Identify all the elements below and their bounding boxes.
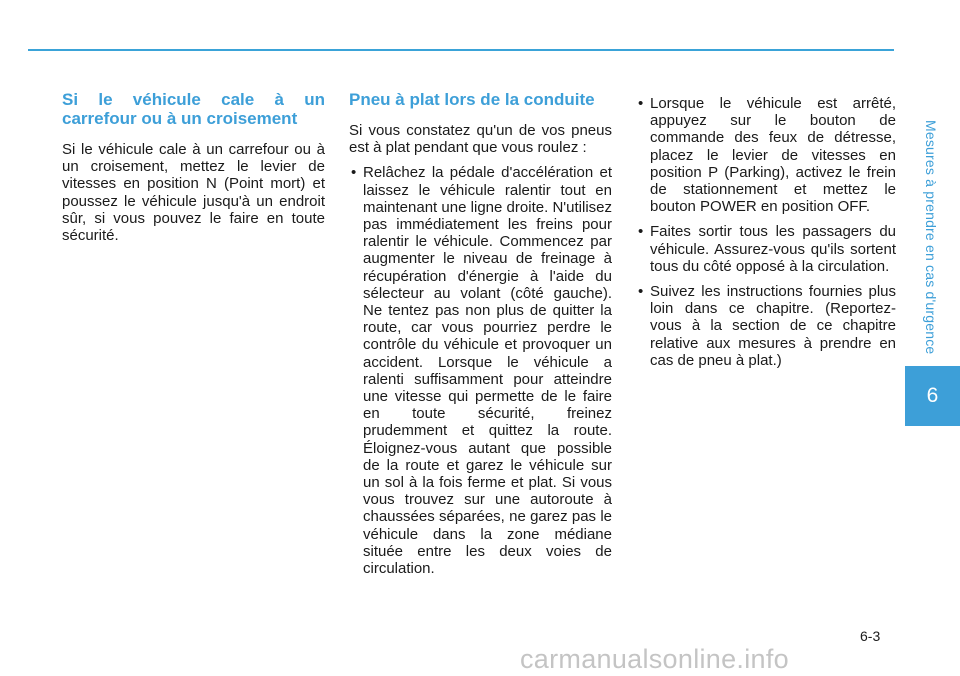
watermark: carmanualsonline.info: [520, 644, 789, 674]
list-item-text: Suivez les instructions fournies plus loin dans ce chapitre. (Reportez-vous à la section de ce chapitre relative aux mesures à prendre en cas de pneu à plat.): [650, 283, 896, 369]
section-title-stall: Si le véhicule cale à un carrefour ou à un croisement: [62, 90, 325, 128]
list-item-text: Faites sortir tous les passagers du véhicule. Assurez-vous qu'ils sortent tous du côté opposé à la circulation.: [650, 223, 896, 275]
list-item: [636, 223, 896, 275]
list-item-text: Lorsque le véhicule est arrêté, appuyez sur le bouton de commande des feux de détresse, placez le levier de vitesses en position P (Parking), activez le frein de stationnement et mettez le bouton POWER en position OFF.: [650, 95, 896, 216]
column-right: [636, 95, 896, 377]
list-item-text: Relâchez la pédale d'accélération et laissez le véhicule ralentir tout en maintenant une ligne droite. N'utilisez pas immédiatement les freins pour ralentir le véhicule. Commencez par augmenter le niveau de freinage à récupération d'énergie à l'aide du sélecteur au volant (côté gauche). Ne tentez pas non plus de quitter la route, car vous pourriez perdre le contrôle du véhicule et provoquer un accident. Lorsque le véhicule a ralenti suffisamment pour atteindre une vitesse qui permette de le faire en toute sécurité, freinez prudemment et quittez la route. Éloignez-vous autant que possible de la route et garez le véhicule sur un sol à la fois ferme et plat. Si vous vous trouvez sur une autoroute à chaussées séparées, ne garez pas le véhicule dans la zone médiane située entre les deux voies de circulation.: [363, 164, 612, 578]
list-item: [349, 164, 612, 577]
section-title-flat-tire: Pneu à plat lors de la conduite: [349, 90, 595, 109]
column-middle: [349, 90, 612, 585]
list-item: [636, 283, 896, 369]
bullet-icon: •: [638, 95, 644, 112]
list-item: [636, 95, 896, 215]
bullet-icon: •: [351, 164, 357, 182]
chapter-title: Mesures à prendre en cas d'urgence: [923, 120, 939, 355]
section-body-stall: Si le véhicule cale à un carrefour ou à un croisement, mettez le levier de vitesses en position N (Point mort) et poussez le véhicule jusqu'à un endroit sûr, si vous pouvez le faire en toute sécurité.: [62, 141, 325, 245]
bullet-list-flat-tire: [349, 164, 612, 577]
bullet-icon: •: [638, 223, 644, 241]
chapter-number-tab: 6: [905, 366, 960, 426]
bullet-list-continued: [636, 95, 896, 369]
page-number: 6-3: [860, 628, 881, 644]
section-intro-flat-tire: Si vous constatez qu'un de vos pneus est à plat pendant que vous roulez :: [349, 122, 612, 157]
bullet-icon: •: [638, 283, 644, 301]
column-left: [62, 90, 325, 244]
header-rule: [28, 49, 894, 51]
